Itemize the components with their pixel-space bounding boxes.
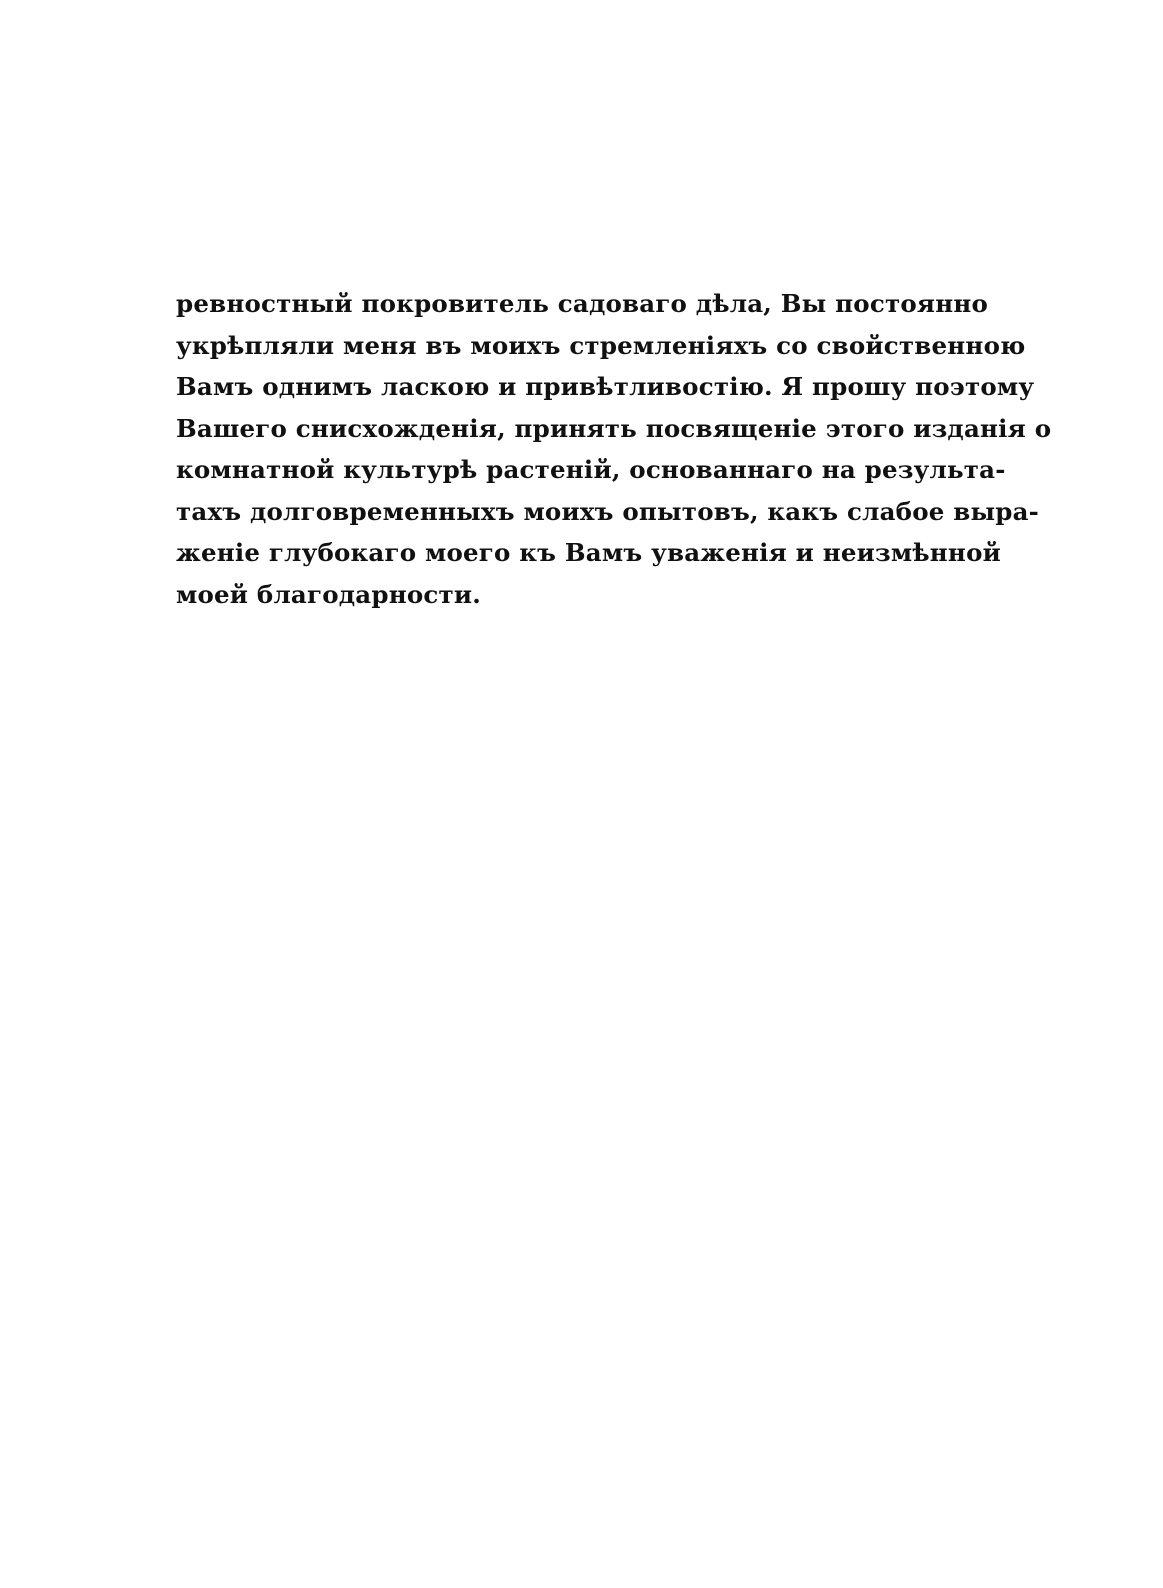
- text-line: женіе глубокаго моего къ Вамъ уваженія и неизмѣнной: [176, 538, 1001, 567]
- dedication-paragraph: [176, 283, 1052, 615]
- text-line: Вамъ однимъ ласкою и привѣтливостію. Я прошу поэтому: [176, 372, 1035, 401]
- text-line: укрѣпляли меня въ моихъ стремленіяхъ со свойственною: [176, 330, 1026, 360]
- text-line: Вашего снисхожденія, принять посвященіе этого изданія о: [176, 413, 1052, 443]
- text-line: тахъ долговременныхъ моихъ опытовъ, какъ слабое выра-: [176, 496, 1040, 526]
- text-line: ревностный покровитель садоваго дѣла, Вы постоянно: [176, 289, 988, 318]
- text-line-last: моей благодарности.: [176, 579, 481, 609]
- text-line: комнатной культурѣ растеній, основаннаго на результа-: [176, 455, 1006, 484]
